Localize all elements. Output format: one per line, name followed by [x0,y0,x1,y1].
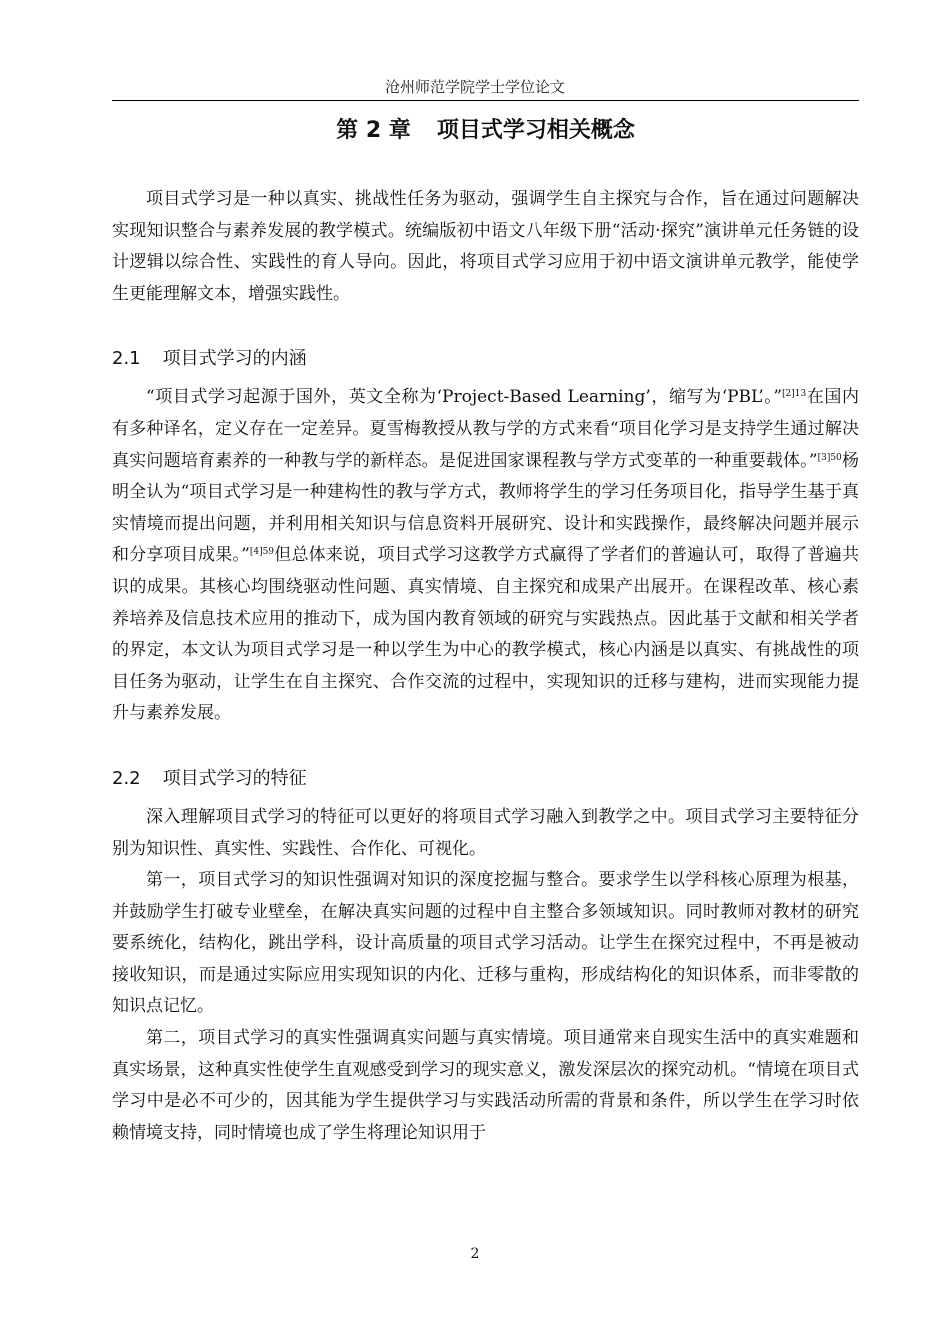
section-number: 2.2 [112,767,141,789]
section-title: 项目式学习的内涵 [162,348,307,370]
section-number: 2.1 [112,348,141,370]
citation: [4]59 [249,547,275,558]
paragraph-definition [112,382,859,730]
paragraph-features-intro: 深入理解项目式学习的特征可以更好的将项目式学习融入到教学之中。项目式学习主要特征分别为知识性、真实性、实践性、合作化、可视化。 [112,806,859,859]
page-number: 2 [470,1246,480,1262]
header-rule [112,100,859,101]
intro-paragraph: 项目式学习是一种以真实、挑战性任务为驱动，强调学生自主探究与合作，旨在通过问题解决实现知识整合与素养发展的教学模式。统编版初中语文八年级下册“活动·探究”演讲单元任务链的设计逻辑以综合性、实践性的育人导向。因此，将项目式学习应用于初中语文演讲单元教学，能使学生更能理解文本，增强实践性。 [112,189,859,304]
text-run: 但总体来说，项目式学习这教学方式赢得了学者们的普遍认可，取得了普遍共识的成果。其核心均围绕驱动性问题、真实情境、自主探究和成果产出展开。在课程改革、核心素养培养及信息技术应用的推动下，成为国内教育领域的研究与实践热点。因此基于文献和相关学者的界定，本文认为项目式学习是一种以学生为中心的教学模式，核心内涵是以真实、有挑战性的项目任务为驱动，让学生在自主探究、合作交流的过程中，实现知识的迁移与建构，进而实现能力提升与素养发展。 [112,545,859,724]
section-heading-2-1 [112,344,859,374]
text-run: 在国内有多种译名，定义存在一定差异。夏雪梅教授从教与学的方式来看“项目化学习是支持学生通过解决真实问题培育素养的一种教与学的新样态。是促进国家课程教与学方式变革的一种重要载体。” [112,387,859,471]
citation: [2]13 [782,389,807,400]
text-run: 杨明全认为“项目式学习是一种建构性的教与学方式，教师将学生的学习任务项目化，指导学生基于真实情境而提出问题，并利用相关知识与信息资料开展研究、设计和实践操作，最终解决问题并展示和分享项目成果。” [112,450,859,566]
section-title: 项目式学习的特征 [162,767,307,789]
paragraph-feature-knowledge: 第一，项目式学习的知识性强调对知识的深度挖掘与整合。要求学生以学科核心原理为根基，并鼓励学生打破专业壁垒，在解决真实问题的过程中自主整合多领域知识。同时教师对教材的研究要系统化，结构化，跳出学科，设计高质量的项目式学习活动。让学生在探究过程中，不再是被动接收知识，而是通过实际应用实现知识的内化、迁移与重构，形成结构化的知识体系，而非零散的知识点记忆。 [112,870,859,1017]
section-heading-2-2 [112,764,859,794]
chapter-number: 第 2 章 [336,118,411,143]
running-head: 沧州师范学院学士学位论文 [384,78,565,96]
chapter-title-text: 项目式学习相关概念 [436,118,635,143]
paragraph-feature-authenticity: 第二，项目式学习的真实性强调真实问题与真实情境。项目通常来自现实生活中的真实难题和真实场景，这种真实性使学生直观感受到学习的现实意义，激发深层次的探究动机。“情境在项目式学习中是必不可少的，因其能为学生提供学习与实践活动所需的背景和条件，所以学生在学习时依赖情境支持，同时情境也成了学生将理论知识用于 [112,1028,859,1143]
text-run: “项目式学习起源于国外，英文全称为‘Project-Based Learning’，缩写为‘PBL’。” [146,387,783,408]
citation: [3]50 [817,452,842,463]
page-body [112,116,859,1149]
chapter-title [112,116,859,160]
